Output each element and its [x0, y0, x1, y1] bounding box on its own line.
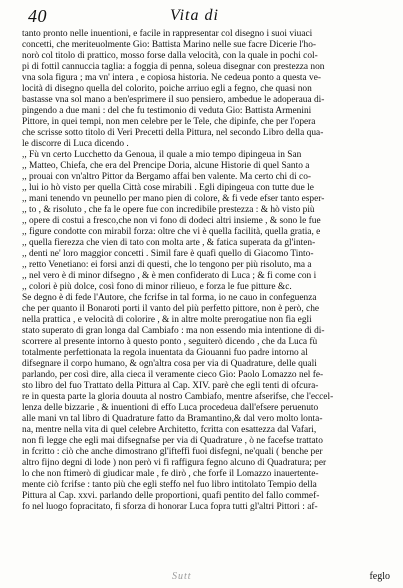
text-line: re in questa parte la gloria douuta al nostro Cambiafo, mentre afserifse, che l'eccel- [22, 392, 334, 402]
text-line: bastasse vna sol mano a ben'esprimere il suo pensiero, ambedue le adoperaua di- [22, 95, 325, 105]
text-line: ,, Matteo, Chiefa, che era del Prencipe Doria, alcune Historie di quel Santo a [22, 161, 310, 171]
text-line: che scrisse sotto titolo di Veri Precetti della Pittura, nel secondo Libro della qua- [22, 128, 324, 138]
text-line: vna sola figura ; ma vn' intera , e copiosa historia. Ne cedeua ponto a questa ve- [22, 73, 321, 83]
text-line: scorrere al presente intorno à questo ponto , seguiterò dicendo , che da Luca fù [22, 337, 318, 347]
text-line: sto libro del fuo Trattato della Pittura al Cap. XIV. parè che egli tenti di ofcura- [22, 381, 319, 391]
text-line: non fi legge che egli mai difsegnafse per via di Quadrature , ò ne facefse trattato [22, 436, 323, 446]
text-line: norò col titolo di prattico, mosso forse dalla velocità, con la quale in pochi col- [22, 51, 318, 61]
text-line: Pittura al Cap. xxvi. parlando delle proportioni, quafi pentito del fallo commef- [22, 491, 320, 501]
text-line: parlando, per così dire, alla cieca il veramente cieco Gio: Paolo Lomazzo nel fe- [22, 370, 324, 380]
text-line: ,, lui io hò visto per quella Città cose mirabili . Egli dipingeua con tutte due le [22, 183, 314, 193]
text-line: ,, mani tenendo vn peunello per mano pien di colore, & fi vede efser tanto esper- [22, 194, 325, 204]
page-footer [22, 571, 392, 585]
text-line: Pittore, in quei tempi, non men celebre per le Tele, che dipinfe, che per l'opera [22, 117, 316, 127]
text-line: ,, quella fierezza che vien di tato con molta arte , & fatica superata da gl'inten- [22, 238, 316, 248]
text-line: le discorre di Luca dicendo . [22, 139, 129, 149]
text-line: alle mani vn tal libro di Quadrature fatto da Bramantino,& dal vero molto lonta- [22, 414, 323, 424]
text-line: ,, to , & risoluto , che fa le opere fue con incredibile prestezza : & hò visto più [22, 205, 315, 215]
text-line: concetti, che meriteuolmente Gio: Battista Marino nelle sue facre Dicerie l'ho- [22, 40, 317, 50]
text-line: totalmente perfettionata la regola inuentata da Giouanni fuo padre intorno al [22, 348, 308, 358]
text-line: ,, opere di costui a fresco,che non vi fono di dodeci altri insieme , & sono le fue [22, 216, 321, 226]
page-number: 40 [28, 6, 47, 26]
text-line: lenza delle bizzarie , & inuentioni di effo Luca procedeua dall'efsere peruenuto [22, 403, 319, 413]
text-line: difsegnare il corpo humano, & ogn'altra cosa per via di Quadrature, delle quali [22, 359, 317, 369]
text-line: locità di disegno quella del colorito, poiche arriuo egli a fegno, che quasi non [22, 84, 312, 94]
text-line: tanto pronto nelle inuentioni, e facile in rappresentar col disegno i suoi viuaci [22, 29, 313, 39]
text-line: in fcritto : ciò che anche dimostrano gl'ifteffi fuoi disfegni, ne'quali ( benche per [22, 447, 323, 457]
text-line: ,, colori è più dolce, così fono di minor rilieuo, e forza le fue pitture &c. [22, 282, 292, 292]
running-title: Vita di [170, 7, 219, 24]
text-line: ,, figure condotte con mirabil forza: oltre che vi è quella facilità, quella gratia, e [22, 227, 321, 237]
text-line: ,, retto Venetiano: ei forsi anzi di questi, che lo tengono per più risoluto, ma a [22, 260, 312, 270]
text-line: ,, nel vero è di minor difsegno , & è men confiderato di Luca ; & fi come con i [22, 271, 317, 281]
signature-mark: Sutt [172, 571, 192, 582]
text-line: altro fijno degni di lode ) non però vi fi raffigura fegno alcuno di Quadratura; per [22, 458, 327, 468]
text-line: pingendo a due mani : del che fu testimonio di veduta Gio: Battista Armenini [22, 106, 312, 116]
text-line: mente ciò fcrifse : tanto più che egli steffo nel fuo libro intitolato Tempio della [22, 480, 317, 490]
catchword: feglo [369, 571, 390, 582]
text-line: fo nel luogo fopracitato, fi sforza di honorar Luca fopra tutti gl'altri Pittori : af- [22, 502, 318, 512]
text-line: stato superato di gran longa dal Cambiafo : ma non essendo mia intentione di di- [22, 326, 325, 336]
text-line: che per quanto il Bonaroti porti il vanto del più perfetto pittore, non è però, che [22, 304, 320, 314]
text-line: nella prattica , e velocità di colorire , & in altre molte prerogatiue non fia egli [22, 315, 312, 325]
text-line: pi di fottil cannuccia taglia: a foggia di penna, soleua disegnar con prestezza non [22, 62, 325, 72]
text-line: ,, denti ne' loro maggior concetti . Simil fare è quafi quello di Giacomo Tinto- [22, 249, 314, 259]
text-line: ,, prouai con vn'altro Pittor da Bergamo affai ben valente. Ma certo chi di co- [22, 172, 312, 182]
text-line: Se degno è di fede l'Autore, che fcrifse in tal forma, io ne cauo in confeguenza [22, 293, 317, 303]
text-line: ,, Fù vn certo Lucchetto da Genoua, il quale a mio tempo dipingeua in San [22, 150, 302, 160]
body-text [22, 29, 392, 574]
page-header [10, 6, 390, 30]
text-line: lo che non ftimerò di giudicar male , fe dirò , che forfe il Lomazzo inauertente- [22, 469, 319, 479]
text-line: na, mentre nella vita di quel celebre Architetto, fcritta con esattezza dal Vafari, [22, 425, 317, 435]
